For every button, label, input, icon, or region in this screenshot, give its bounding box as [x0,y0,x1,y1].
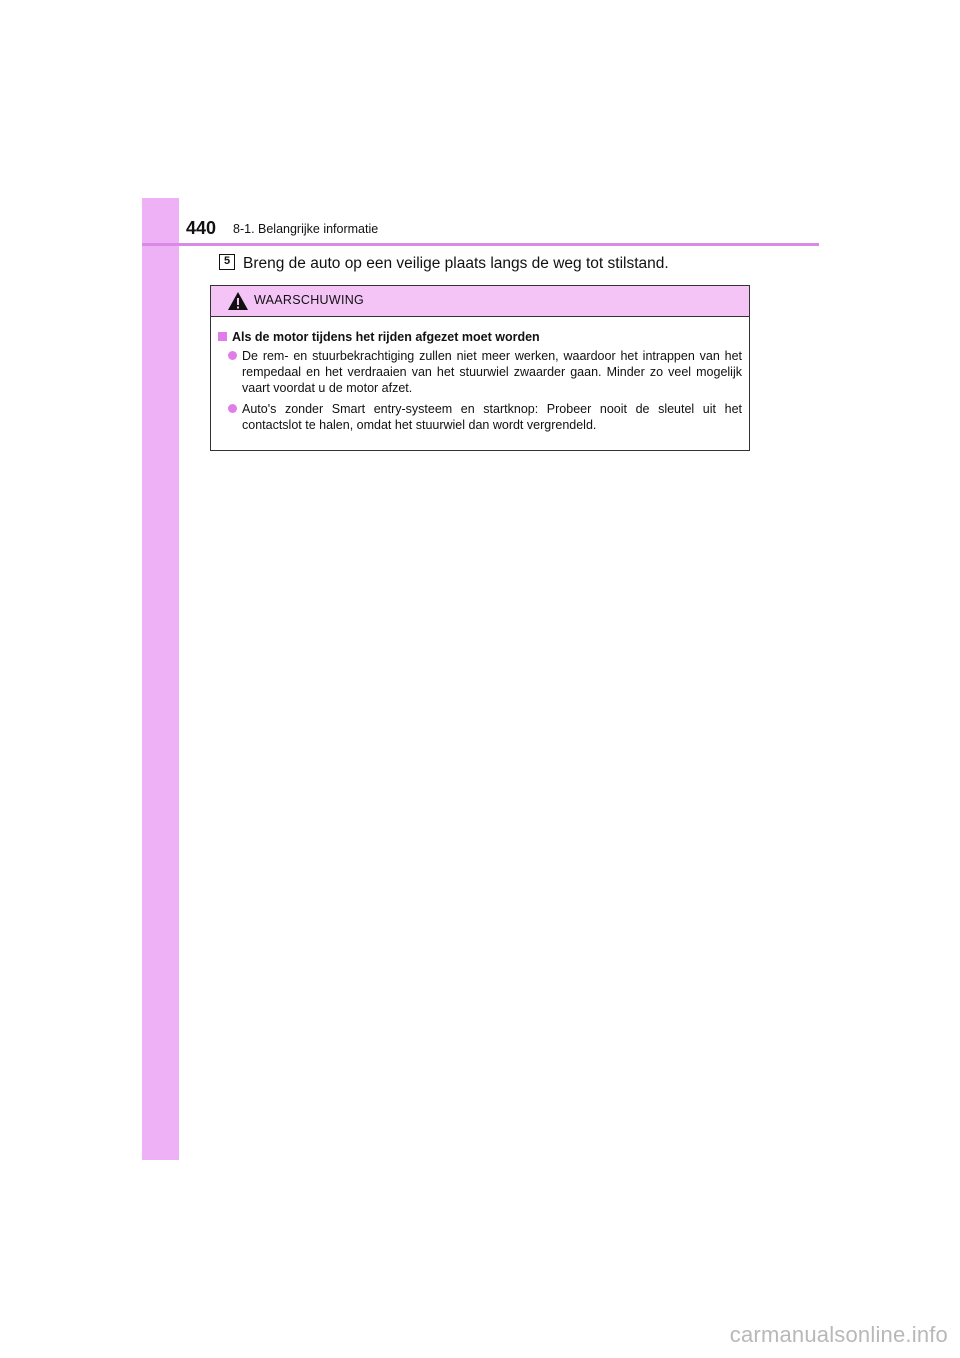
warning-heading-text: Als de motor tijdens het rijden afgezet moet worden [232,330,540,344]
warning-header [211,286,749,317]
header-rule [142,243,819,246]
list-item [218,401,742,433]
dot-bullet-icon [228,351,237,360]
square-bullet-icon [218,332,227,341]
step-number-badge: 5 [219,254,235,270]
step-text: Breng de auto op een veilige plaats langs de weg tot stilstand. [243,255,669,272]
page-number: 440 [186,218,217,238]
warning-title: WAARSCHUWING [254,293,365,307]
warning-triangle-icon [227,291,249,311]
warning-body [211,317,749,433]
warning-heading [218,329,742,345]
dot-bullet-icon [228,404,237,413]
list-item-text: Auto's zonder Smart entry-systeem en startknop: Probeer nooit de sleutel uit het contactslot te halen, omdat het stuurwiel dan wordt vergrendeld. [242,402,742,432]
list-item-text: De rem- en stuurbekrachtiging zullen niet meer werken, waardoor het intrappen van het rempedaal en het verdraaien van het stuurwiel zwaarder gaan. Minder zo veel mogelijk vaart voordat u de motor afzet. [242,349,742,395]
side-color-band [142,198,179,1160]
list-item [218,348,742,396]
section-title: 8-1. Belangrijke informatie [233,222,379,236]
warning-box [210,285,750,451]
watermark: carmanualsonline.info [729,1322,948,1347]
